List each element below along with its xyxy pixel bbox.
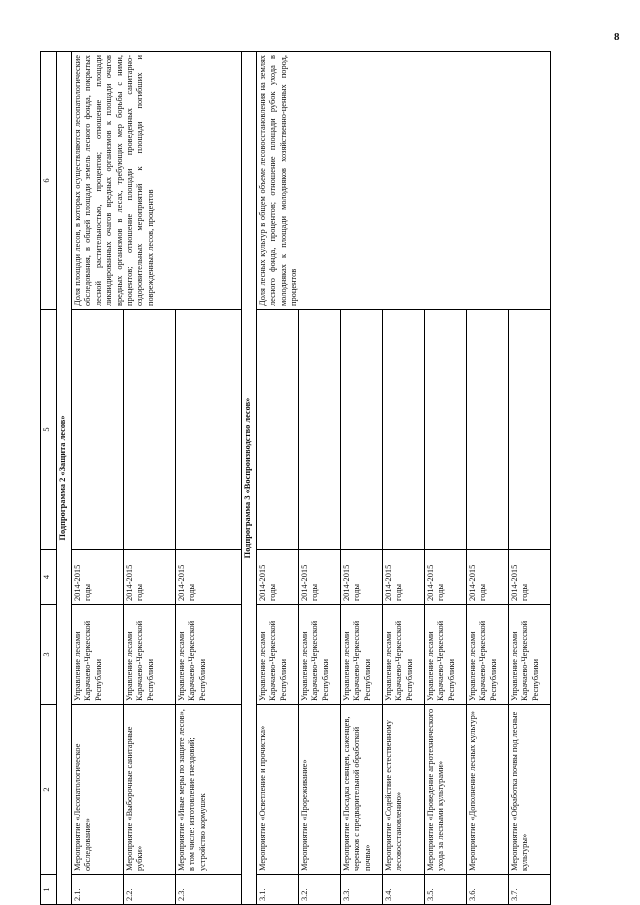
executor-cell: Управление лесами Карачаево-Черкесской Республики	[124, 605, 176, 705]
row-number: 3.2.	[299, 875, 341, 905]
event-cell: Мероприятие «Иные меры по защите лесов», в том числе: изготовление гнездовий; устройство кормушек	[176, 705, 242, 875]
header-cell: 3	[41, 605, 57, 705]
executor-cell: Управление лесами Карачаево-Черкесской Республики	[383, 605, 425, 705]
table-row	[257, 52, 299, 905]
period-cell: 2014-2015 годы	[72, 550, 124, 605]
event-cell: Мероприятие «Посадка сеянцев, саженцев, черенков с предварительной обработкой почвы»	[341, 705, 383, 875]
event-cell: Мероприятие «Дополнение лесных культур»	[467, 705, 509, 875]
section-title-row	[242, 52, 257, 905]
header-cell: 4	[41, 550, 57, 605]
table-row	[72, 52, 124, 905]
executor-cell: Управление лесами Карачаево-Черкесской Республики	[467, 605, 509, 705]
period-cell: 2014-2015 годы	[176, 550, 242, 605]
header-row	[41, 52, 57, 905]
result-cell	[509, 310, 551, 550]
header-cell: 2	[41, 705, 57, 875]
result-cell	[257, 310, 299, 550]
result-cell	[383, 310, 425, 550]
result-cell	[341, 310, 383, 550]
period-cell: 2014-2015 годы	[383, 550, 425, 605]
period-cell: 2014-2015 годы	[124, 550, 176, 605]
row-number: 3.1.	[257, 875, 299, 905]
row-number: 3.7.	[509, 875, 551, 905]
header-cell: 6	[41, 52, 57, 310]
event-cell: Мероприятие «Выборочные санитарные рубки»	[124, 705, 176, 875]
executor-cell: Управление лесами Карачаево-Черкесской Республики	[257, 605, 299, 705]
executor-cell: Управление лесами Карачаево-Черкесской Республики	[341, 605, 383, 705]
indicator-cell: Доля площади лесов, в которых осуществляются лесопатологические обследования, в общей площади земель лесного фонда, покрытых лесной растительностью, процентов; отношение площади ликвидированных очагов вредных организмов к площади очагов вредных организмов в лесах, требующих мер борьбы с ними, процентов; отношение площади проведенных санитарно-оздоровительных мероприятий к площади погибших и поврежденных лесов, процентов	[72, 52, 242, 310]
result-cell	[176, 310, 242, 550]
header-cell: 1	[41, 875, 57, 905]
period-cell: 2014-2015 годы	[425, 550, 467, 605]
program-table	[40, 51, 551, 905]
period-cell: 2014-2015 годы	[257, 550, 299, 605]
section-title-row	[57, 52, 72, 905]
row-number: 2.3.	[176, 875, 242, 905]
result-cell	[467, 310, 509, 550]
row-number: 2.2.	[124, 875, 176, 905]
event-cell: Мероприятие «Прореживание»	[299, 705, 341, 875]
result-cell	[124, 310, 176, 550]
executor-cell: Управление лесами Карачаево-Черкесской Республики	[299, 605, 341, 705]
executor-cell: Управление лесами Карачаево-Черкесской Республики	[509, 605, 551, 705]
result-cell	[72, 310, 124, 550]
row-number: 3.4.	[383, 875, 425, 905]
event-cell: Мероприятие «Обработка почвы под лесные культуры»	[509, 705, 551, 875]
period-cell: 2014-2015 годы	[467, 550, 509, 605]
rotated-table-container	[40, 52, 610, 905]
executor-cell: Управление лесами Карачаево-Черкесской Республики	[425, 605, 467, 705]
section-title: Подпрограмма 3 «Воспроизводство лесов»	[242, 52, 257, 905]
period-cell: 2014-2015 годы	[509, 550, 551, 605]
indicator-cell: Доля лесных культур в общем объеме лесовосстановления на землях лесного фонда, процентов; отношение площади рубок ухода в молодняках к площади молодняков хозяйственно-ценных пород, процентов	[257, 52, 551, 310]
executor-cell: Управление лесами Карачаево-Черкесской Республики	[72, 605, 124, 705]
result-cell	[425, 310, 467, 550]
result-cell	[299, 310, 341, 550]
page-number: 8	[614, 31, 620, 43]
event-cell: Мероприятие «Содействие естественному лесовосстановлению»	[383, 705, 425, 875]
event-cell: Мероприятие «Проведение агротехнического ухода за лесными культурами»	[425, 705, 467, 875]
executor-cell: Управление лесами Карачаево-Черкесской Республики	[176, 605, 242, 705]
period-cell: 2014-2015 годы	[341, 550, 383, 605]
row-number: 3.6.	[467, 875, 509, 905]
section-title: Подпрограмма 2 «Защита лесов»	[57, 52, 72, 905]
event-cell: Мероприятие «Осветление и прочистка»	[257, 705, 299, 875]
event-cell: Мероприятие «Лесопатологическое обследование»	[72, 705, 124, 875]
row-number: 3.5.	[425, 875, 467, 905]
header-cell: 5	[41, 310, 57, 550]
row-number: 3.3.	[341, 875, 383, 905]
period-cell: 2014-2015 годы	[299, 550, 341, 605]
row-number: 2.1.	[72, 875, 124, 905]
